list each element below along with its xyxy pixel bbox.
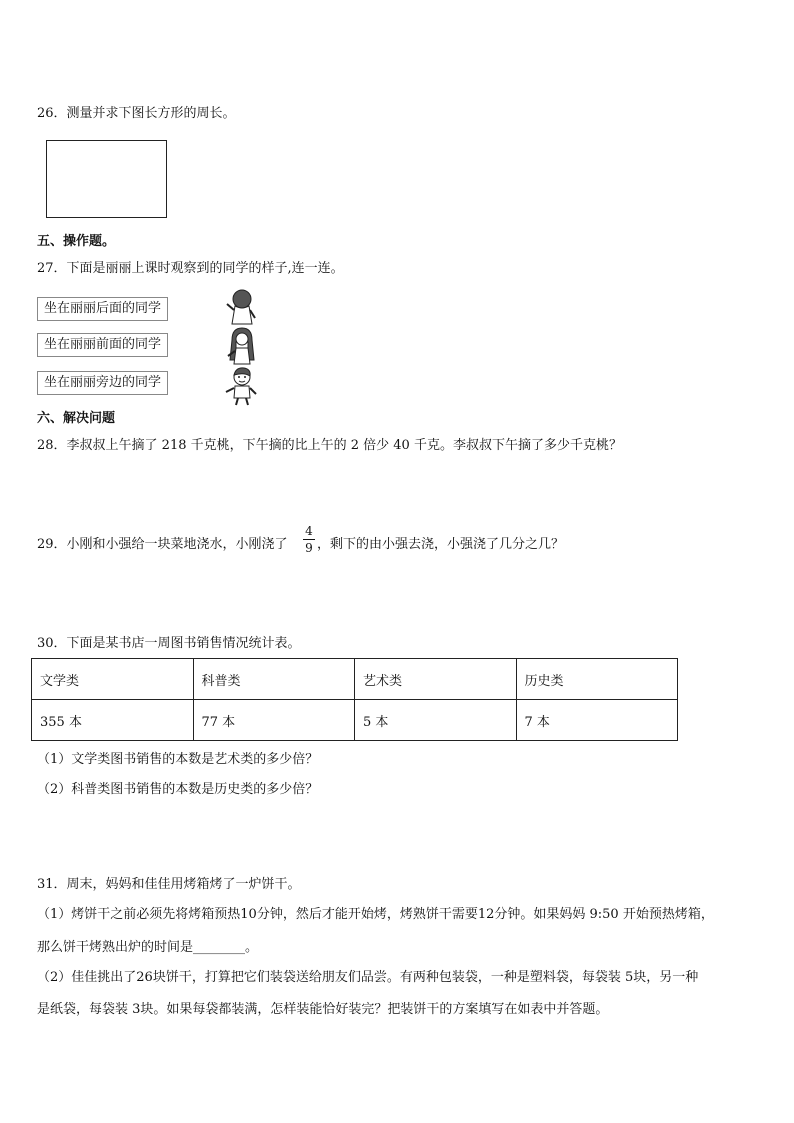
q27-text: 27．下面是丽丽上课时观察到的同学的样子,连一连。 (37, 261, 344, 276)
rectangle-figure (46, 140, 167, 218)
section-5-title: 五、操作题。 (37, 234, 116, 249)
q31-sub1-line2: 那么饼干烤熟出炉的时间是________。 (37, 940, 259, 955)
option-label: 坐在丽丽前面的同学 (44, 337, 162, 352)
fraction-denominator: 9 (305, 541, 313, 555)
q30-text: 30．下面是某书店一周图书销售情况统计表。 (37, 636, 301, 651)
q31-text: 31．周末，妈妈和佳佳用烤箱烤了一炉饼干。 (37, 877, 301, 892)
table-cell: 5 本 (355, 700, 517, 741)
q30-sub2: （2）科普类图书销售的本数是历史类的多少倍？ (37, 782, 319, 797)
q29-fraction (303, 524, 315, 555)
q29-text-after: ，剩下的由小强去浇，小强浇了几分之几？ (317, 537, 565, 552)
option-front-classmate[interactable] (37, 333, 168, 357)
q31-sub1-line1: （1）烤饼干之前必须先将烤箱预热10分钟，然后才能开始烤，烤熟饼干需要12分钟。如果妈妈 9:50 开始预热烤箱， (37, 907, 714, 922)
table-cell: 355 本 (32, 700, 194, 741)
table-cell: 7 本 (516, 700, 678, 741)
q31-sub2-line1: （2）佳佳挑出了26块饼干，打算把它们装袋送给朋友们品尝。有两种包装袋，一种是塑料袋，每袋装 5块，另一种 (37, 970, 699, 985)
table-header-cell: 科普类 (193, 659, 355, 700)
table-cell: 77 本 (193, 700, 355, 741)
table-header-cell: 艺术类 (355, 659, 517, 700)
q26-text: 26．测量并求下图长方形的周长。 (37, 106, 236, 121)
option-beside-classmate[interactable] (37, 371, 168, 395)
table-header-cell: 历史类 (516, 659, 678, 700)
option-label: 坐在丽丽旁边的同学 (44, 375, 162, 390)
front-view-kid-icon[interactable] (222, 326, 262, 366)
q30-sub1: （1）文学类图书销售的本数是艺术类的多少倍？ (37, 752, 319, 767)
table-header-row (32, 659, 678, 700)
table-row (32, 700, 678, 741)
q31-sub2-line2: 是纸袋，每袋装 3块。如果每袋都装满，怎样装能恰好装完？把装饼干的方案填写在如表中并答题。 (37, 1002, 609, 1017)
option-behind-classmate[interactable] (37, 297, 168, 321)
option-label: 坐在丽丽后面的同学 (44, 301, 162, 316)
table-header-cell: 文学类 (32, 659, 194, 700)
q29-text-before: 29．小刚和小强给一块菜地浇水，小刚浇了 (37, 537, 288, 552)
section-6-title: 六、解决问题 (37, 411, 116, 426)
side-view-kid-icon[interactable] (222, 366, 262, 406)
fraction-bar (303, 539, 315, 540)
fraction-numerator: 4 (305, 524, 313, 538)
book-sales-table (31, 658, 678, 741)
back-view-kid-icon[interactable] (222, 288, 262, 328)
q28-text: 28．李叔叔上午摘了 218 千克桃，下午摘的比上午的 2 倍少 40 千克。李叔叔下午摘了多少千克桃？ (37, 438, 622, 453)
